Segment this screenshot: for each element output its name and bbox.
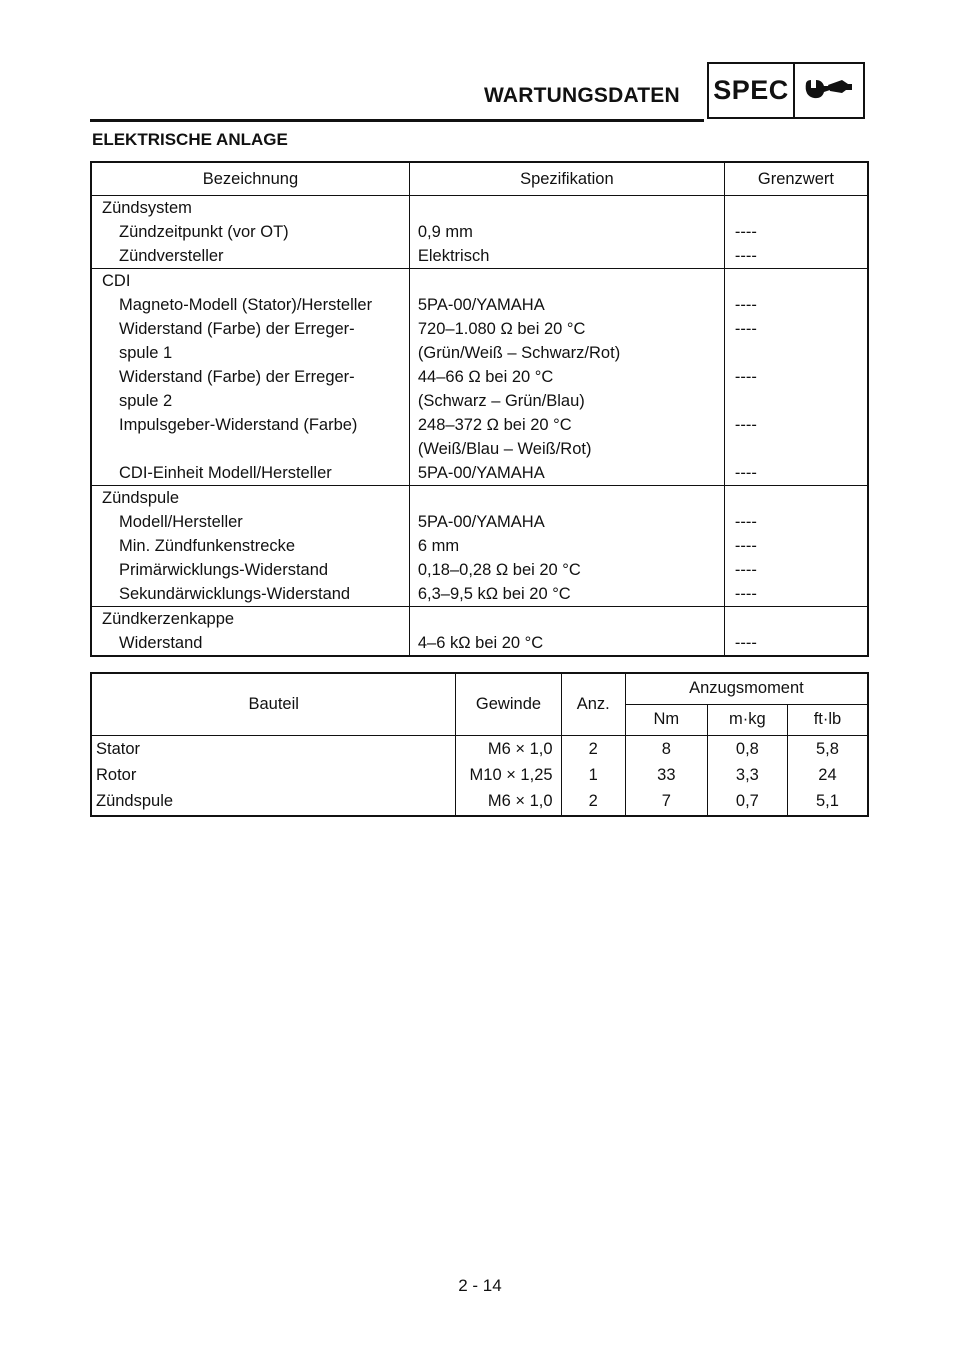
cell-part: Rotor (91, 763, 456, 789)
spec-group (91, 607, 868, 657)
empty-cell (724, 196, 868, 221)
empty-cell (724, 269, 868, 294)
cell-nm: 33 (625, 763, 707, 789)
col-header-anzugsmoment: Anzugsmoment (625, 673, 868, 704)
item-limit: ---- (724, 534, 868, 558)
table-row (91, 789, 868, 816)
item-name-line: Impulsgeber-Widerstand (Farbe) (119, 416, 358, 434)
table-row (91, 461, 868, 486)
item-limit: ---- (724, 220, 868, 244)
item-spec-line: 5PA-00/YAMAHA (417, 296, 545, 314)
item-spec-line: 5PA-00/YAMAHA (417, 513, 545, 531)
item-name (91, 220, 409, 244)
item-spec (409, 534, 724, 558)
item-name (91, 365, 409, 413)
item-name (91, 317, 409, 365)
col-header-spezifikation: Spezifikation (409, 162, 724, 196)
item-spec-line: 4–6 kΩ bei 20 °C (417, 634, 544, 652)
cell-qty: 2 (561, 789, 625, 816)
table-row (91, 317, 868, 365)
col-header-mkg: m·kg (707, 704, 787, 735)
item-name (91, 534, 409, 558)
item-spec (409, 413, 724, 461)
table-row (91, 220, 868, 244)
item-spec (409, 631, 724, 656)
item-name-line: Zündversteller (119, 247, 224, 265)
cell-qty: 1 (561, 763, 625, 789)
item-spec (409, 317, 724, 365)
item-spec-line: (Schwarz – Grün/Blau) (417, 392, 585, 410)
item-name-line: Zündzeitpunkt (vor OT) (119, 223, 289, 241)
item-name-line: Widerstand (Farbe) der Erreger- (119, 320, 355, 338)
col-header-ftlb: ft·lb (787, 704, 868, 735)
cell-ftlb: 5,1 (787, 789, 868, 816)
spec-badge-label: SPEC (709, 64, 795, 117)
col-header-nm: Nm (625, 704, 707, 735)
col-header-grenzwert: Grenzwert (724, 162, 868, 196)
item-name-line: Magneto-Modell (Stator)/Hersteller (119, 296, 373, 314)
cell-thread: M6 × 1,0 (456, 789, 561, 816)
table-row (91, 735, 868, 763)
item-spec (409, 293, 724, 317)
empty-cell (409, 196, 724, 221)
cell-part: Stator (91, 735, 456, 763)
item-limit: ---- (724, 413, 868, 461)
item-name (91, 293, 409, 317)
item-name (91, 558, 409, 582)
group-header-row (91, 196, 868, 221)
group-title: Zündsystem (102, 199, 192, 217)
item-limit: ---- (724, 558, 868, 582)
item-name-line: spule 1 (119, 344, 173, 362)
item-spec-line: Elektrisch (417, 247, 490, 265)
section-title: ELEKTRISCHE ANLAGE (92, 130, 288, 149)
item-name-line: spule 2 (119, 392, 173, 410)
empty-cell (724, 607, 868, 632)
cell-mkg: 0,8 (707, 735, 787, 763)
item-spec-line: 44–66 Ω bei 20 °C (417, 368, 554, 386)
group-title: CDI (102, 272, 131, 290)
empty-cell (409, 269, 724, 294)
item-spec-line: 248–372 Ω bei 20 °C (417, 416, 572, 434)
group-title: Zündkerzenkappe (102, 610, 235, 628)
page-header-title: WARTUNGSDATEN (484, 84, 680, 107)
group-header-row (91, 607, 868, 632)
item-spec (409, 582, 724, 607)
spec-table (90, 161, 869, 657)
item-limit: ---- (724, 293, 868, 317)
item-spec (409, 220, 724, 244)
col-header-anzahl: Anz. (561, 673, 625, 735)
spec-group (91, 196, 868, 269)
col-header-bauteil: Bauteil (91, 673, 456, 735)
item-spec (409, 461, 724, 486)
item-name (91, 582, 409, 607)
cell-nm: 8 (625, 735, 707, 763)
empty-cell (409, 607, 724, 632)
item-name-line: Widerstand (119, 634, 203, 652)
col-header-bezeichnung: Bezeichnung (91, 162, 409, 196)
item-name-line: Primärwicklungs-Widerstand (119, 561, 329, 579)
item-limit: ---- (724, 582, 868, 607)
table-row (91, 582, 868, 607)
item-limit: ---- (724, 317, 868, 365)
item-spec-line: 6,3–9,5 kΩ bei 20 °C (417, 585, 571, 603)
item-spec-line: 6 mm (417, 537, 460, 555)
table-row (91, 413, 868, 461)
wrench-icon (795, 64, 863, 117)
item-spec-line: 0,9 mm (417, 223, 473, 241)
empty-cell (724, 486, 868, 511)
table-row (91, 244, 868, 269)
table-row (91, 293, 868, 317)
item-limit: ---- (724, 244, 868, 269)
item-spec (409, 510, 724, 534)
item-name (91, 631, 409, 656)
spec-badge (707, 62, 865, 119)
item-name (91, 461, 409, 486)
table-row (91, 558, 868, 582)
item-limit: ---- (724, 510, 868, 534)
cell-ftlb: 24 (787, 763, 868, 789)
item-spec-line: (Grün/Weiß – Schwarz/Rot) (417, 344, 621, 362)
item-name-line: CDI-Einheit Modell/Hersteller (119, 464, 332, 482)
group-title: Zündspule (102, 489, 180, 507)
cell-thread: M10 × 1,25 (456, 763, 561, 789)
header-rule (90, 119, 704, 122)
item-spec (409, 558, 724, 582)
item-spec-line: 0,18–0,28 Ω bei 20 °C (417, 561, 581, 579)
table-row (91, 510, 868, 534)
item-name-line: Modell/Hersteller (119, 513, 243, 531)
cell-thread: M6 × 1,0 (456, 735, 561, 763)
cell-nm: 7 (625, 789, 707, 816)
item-spec-line: 720–1.080 Ω bei 20 °C (417, 320, 586, 338)
item-spec-line: 5PA-00/YAMAHA (417, 464, 545, 482)
cell-part: Zündspule (91, 789, 456, 816)
table-row (91, 631, 868, 656)
item-limit: ---- (724, 365, 868, 413)
table-row (91, 365, 868, 413)
table-row (91, 763, 868, 789)
item-limit: ---- (724, 631, 868, 656)
table-row (91, 534, 868, 558)
col-header-gewinde: Gewinde (456, 673, 561, 735)
item-spec (409, 365, 724, 413)
spec-group (91, 486, 868, 607)
item-name-line: Widerstand (Farbe) der Erreger- (119, 368, 355, 386)
spec-group (91, 269, 868, 486)
page-number: 2 - 14 (458, 1276, 502, 1295)
item-name-line: Sekundärwicklungs-Widerstand (119, 585, 351, 603)
cell-qty: 2 (561, 735, 625, 763)
group-header-row (91, 486, 868, 511)
cell-ftlb: 5,8 (787, 735, 868, 763)
cell-mkg: 3,3 (707, 763, 787, 789)
item-spec (409, 244, 724, 269)
item-spec-line: (Weiß/Blau – Weiß/Rot) (417, 440, 592, 458)
cell-mkg: 0,7 (707, 789, 787, 816)
torque-table (90, 672, 869, 817)
item-name (91, 510, 409, 534)
item-name (91, 413, 409, 461)
item-limit: ---- (724, 461, 868, 486)
group-header-row (91, 269, 868, 294)
item-name (91, 244, 409, 269)
item-name-line: Min. Zündfunkenstrecke (119, 537, 296, 555)
empty-cell (409, 486, 724, 511)
